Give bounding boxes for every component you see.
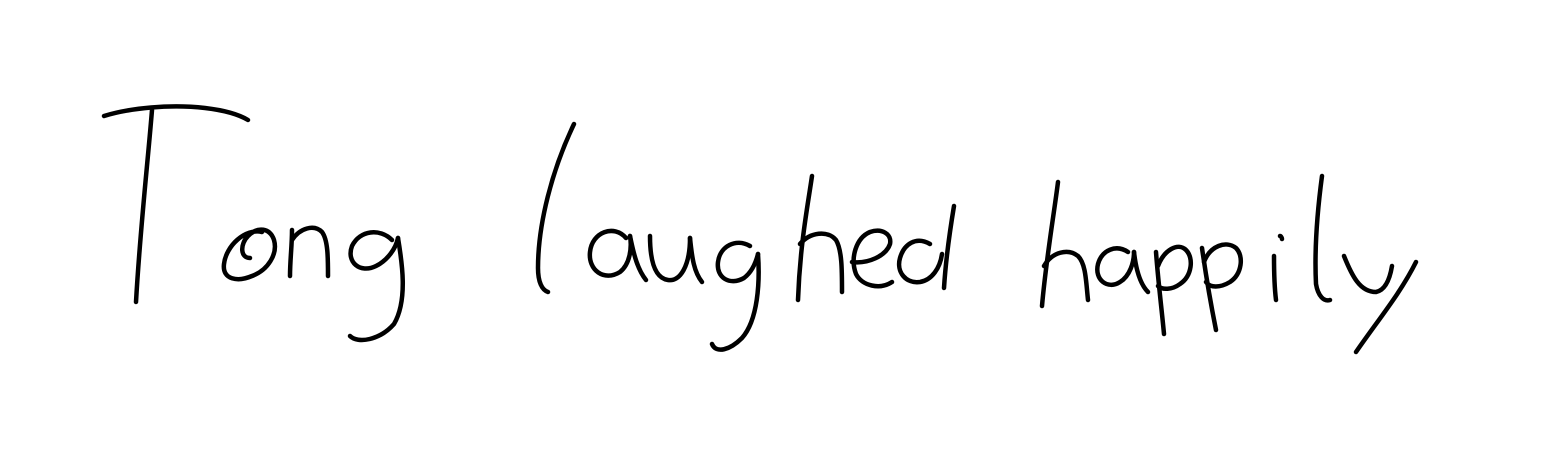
handwritten-word-tong	[104, 106, 403, 340]
handwritten-word-laughed	[538, 124, 954, 350]
handwritten-word-happily	[1042, 176, 1416, 352]
